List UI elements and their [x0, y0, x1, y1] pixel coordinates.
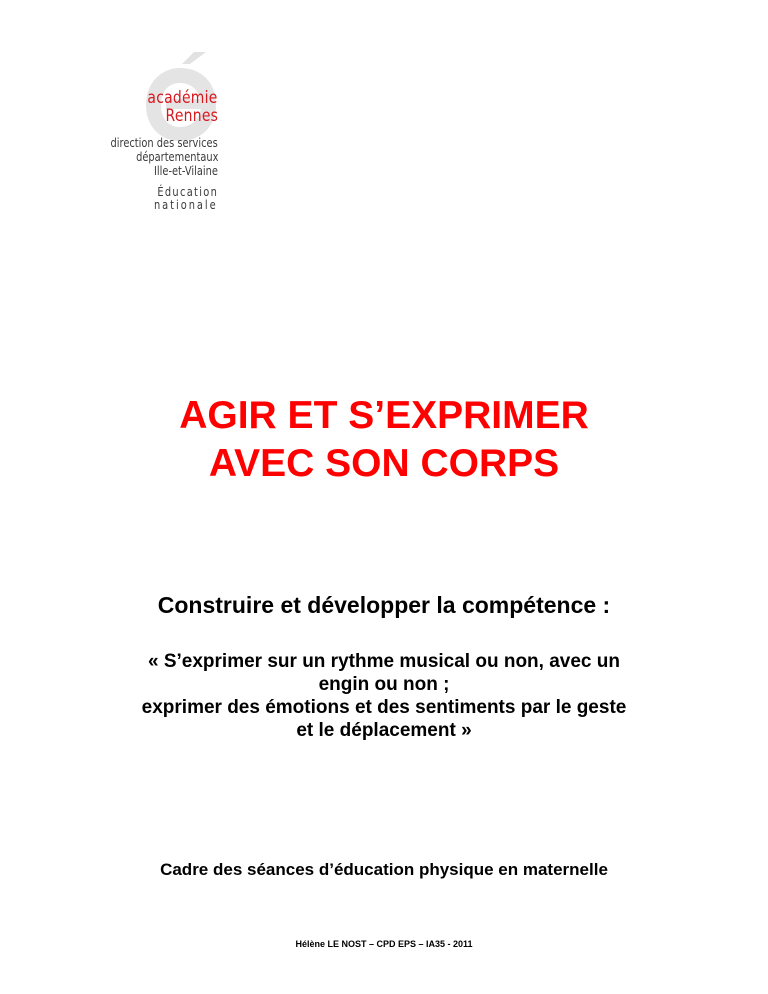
logo-nationale-text: nationale [154, 198, 218, 212]
logo-academie-text: académie [147, 88, 218, 108]
author-footer: Hélène LE NOST – CPD EPS – IA35 - 2011 [295, 939, 473, 949]
title-line-1: AGIR ET S’EXPRIMER [179, 394, 589, 437]
logo-departementaux-text: départementaux [135, 150, 218, 164]
quote-line-1: « S’exprimer sur un rythme musical ou non, avec un [148, 651, 620, 672]
logo-direction-text: direction des services [110, 136, 218, 150]
quote-line-3: exprimer des émotions et des sentiments par le geste [141, 697, 627, 718]
academie-rennes-logo [48, 50, 223, 215]
quote-line-2: engin ou non ; [318, 674, 450, 695]
document-subtitle: Construire et développer la compétence : [157, 592, 611, 618]
logo-rennes-text: Rennes [165, 106, 218, 126]
competence-quote [0, 650, 768, 742]
frame-description: Cadre des séances d’éducation physique en maternelle [160, 860, 608, 879]
quote-line-4: et le déplacement » [296, 720, 472, 741]
logo-ille-et-vilaine-text: Ille-et-Vilaine [154, 164, 218, 178]
document-title [0, 392, 768, 488]
logo-education-text: Éducation [157, 185, 218, 199]
title-line-2: AVEC SON CORPS [208, 442, 560, 485]
